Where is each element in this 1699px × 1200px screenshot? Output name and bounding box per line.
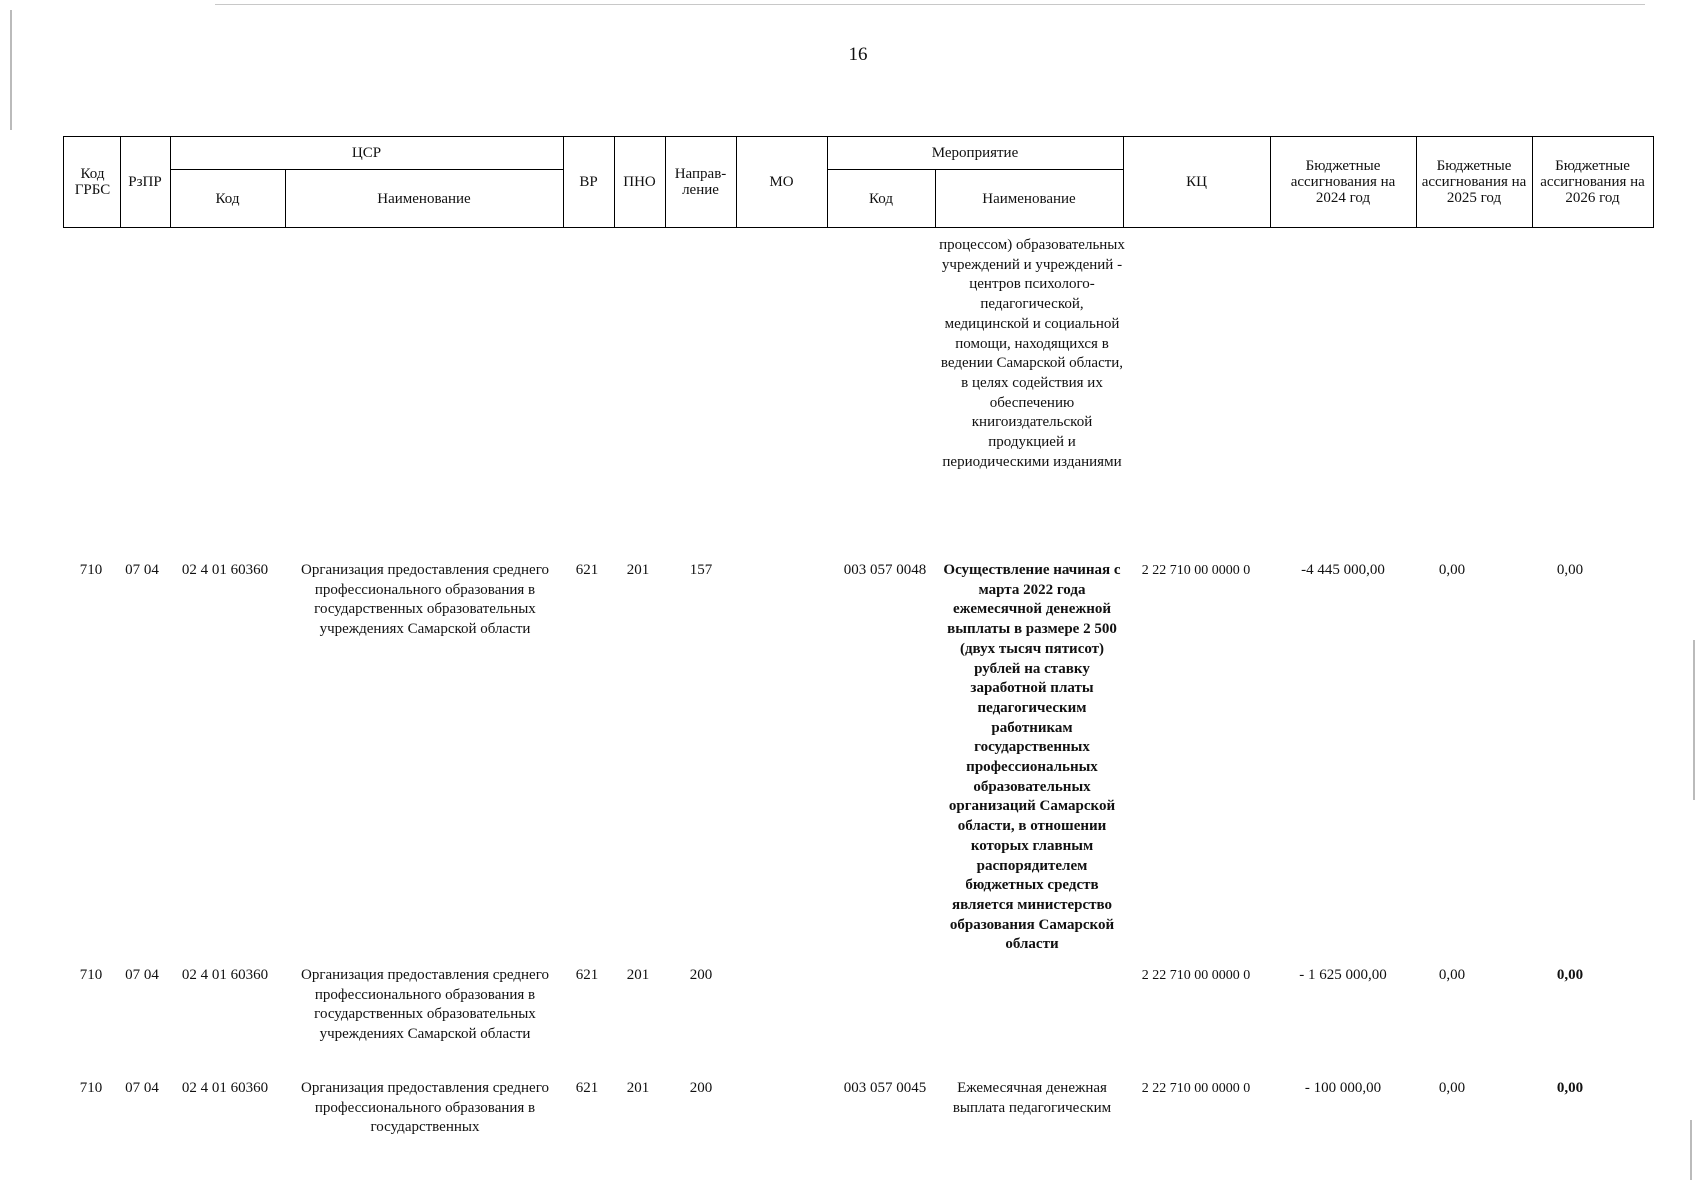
table-row-2-rzpr: 07 04 [125,967,159,983]
table-row-1-kc: 2 22 710 00 0000 0 [1141,563,1251,578]
header-rzpr: РзПР [128,174,162,190]
header-mer-name: Наименование [982,190,1076,207]
table-row-2-budget-2025: 0,00 [1438,967,1466,983]
table-row-3-napr: 200 [689,1080,713,1096]
table-row-3-budget-2024: - 100 000,00 [1304,1080,1382,1096]
table-row-3-csr-kod: 02 4 01 60360 [181,1080,269,1096]
table-row-2-csr-name: Организация предоставления среднего профессионального образования в государственных образовательных учреждениях Самарской области [301,967,549,1043]
table-row-1-csr-kod: 02 4 01 60360 [181,562,269,578]
table-row-1-rzpr: 07 04 [125,562,159,578]
header-vr: ВР [579,174,598,190]
table-row-1-budget-2025: 0,00 [1438,562,1466,578]
table-row-3-budget-2026: 0,00 [1556,1080,1584,1096]
table-row-3-vr: 621 [575,1080,599,1096]
table-row-3-csr-name: Организация предоставления среднего профессионального образования в государственных [301,1080,549,1136]
header-csr-name: Наименование [377,190,471,207]
table-row-2-csr-kod: 02 4 01 60360 [181,967,269,983]
table-row-2-budget-2026: 0,00 [1556,967,1584,983]
header-mo: МО [769,174,794,190]
header-mer-kod: Код [869,190,893,207]
table-row-1-pno: 201 [626,562,650,578]
header-csr: ЦСР [351,144,382,161]
table-row-3-grbs: 710 [79,1080,103,1096]
table-row-3-rzpr: 07 04 [125,1080,159,1096]
table-row-1-grbs: 710 [79,562,103,578]
table-row-3-pno: 201 [626,1080,650,1096]
header-budget-2026: Бюджетные ассигнования на 2026 год [1540,158,1645,206]
header-csr-kod: Код [215,190,240,207]
table-row-3-kc: 2 22 710 00 0000 0 [1141,1081,1251,1096]
table-row-2-pno: 201 [626,967,650,983]
header-kod-grbs: Код ГРБС [74,166,111,198]
header-kc: КЦ [1186,174,1207,190]
table-row-1-mer-name: Осуществление начиная с марта 2022 года ежемесячной денежной выплаты в размере 2 500 (двух тысяч пятисот) рублей на ставку заработной платы педагогическим работникам государственных профессиональных образовательных организаций Самарской области, в отношении которых главным распорядителем бюджетных средств является министерство образования Самарской области [943,562,1121,953]
table-row-1-csr-name: Организация предоставления среднего профессионального образования в государственных образовательных учреждениях Самарской области [301,562,549,638]
header-meropr: Мероприятие [931,144,1019,161]
header-budget-2024: Бюджетные ассигнования на 2024 год [1290,158,1396,206]
table-row-3-mer-kod: 003 057 0045 [843,1080,927,1096]
table-row-3-budget-2025: 0,00 [1438,1080,1466,1096]
table-row-2-napr: 200 [689,967,713,983]
table-row-1-budget-2024: -4 445 000,00 [1301,562,1385,578]
table-row-3-mer-name: Ежемесячная денежная выплата педагогическим [952,1080,1112,1116]
header-napr: Направ-ление [674,166,727,198]
table-row-2-kc: 2 22 710 00 0000 0 [1141,968,1251,983]
table-row-1-budget-2026: 0,00 [1556,562,1584,578]
table-row-0-mer-name: процессом) образовательных учреждений и учреждений - центров психолого-педагогической, медицинской и социальной помощи, находящихся в ведении Самарской области, в целях содействия их обеспечению книгоиздательской продукцией и периодическими изданиями [939,237,1125,470]
table-row-1-mer-kod: 003 057 0048 [843,562,927,578]
header-pno: ПНО [623,174,656,190]
table-row-1-napr: 157 [689,562,713,578]
header-budget-2025: Бюджетные ассигнования на 2025 год [1421,158,1527,206]
page-number: 16 [848,44,868,65]
table-row-1-vr: 621 [575,562,599,578]
table-row-2-grbs: 710 [79,967,103,983]
table-row-2-budget-2024: - 1 625 000,00 [1299,967,1387,983]
table-row-2-vr: 621 [575,967,599,983]
